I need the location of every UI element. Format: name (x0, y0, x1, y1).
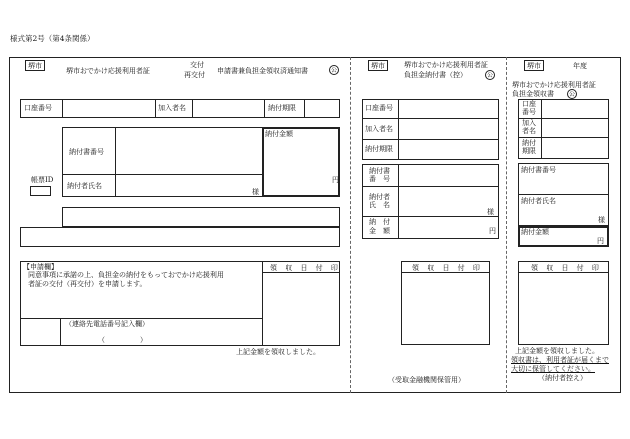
left-ledger-box (30, 186, 51, 196)
left-received-text: 上記金額を領収しました。 (236, 348, 320, 356)
middle-honorific: 様 (487, 208, 494, 216)
left-phone-label: （連絡先電話番号記入欄） (65, 320, 149, 328)
middle-city-tag: 堺市 (368, 60, 388, 71)
left-application-text-2: 者証の交付（再交付）を申請します。 (28, 280, 147, 288)
right-honorific: 様 (598, 216, 605, 224)
left-payer-label: 納付者氏名 (67, 182, 102, 190)
left-blank-row-1 (62, 207, 340, 227)
middle-title-1: 堺市おでかけ応援利用者証 (404, 61, 488, 69)
right-receipt-stamp-label: 領 収 日 付 印 (531, 264, 602, 272)
middle-deadline-label: 納付期限 (365, 145, 393, 153)
right-city-tag: 堺市 (524, 60, 544, 71)
right-payer-label: 納付者氏名 (521, 197, 556, 205)
left-saikofu: 再交付 (184, 71, 205, 79)
right-member-label-2: 者名 (522, 127, 536, 135)
left-account-label: 口座番号 (24, 104, 52, 112)
left-title: 申請書兼負担金領収済通知書 (217, 67, 308, 75)
left-receipt-stamp-label: 領 収 日 付 印 (270, 264, 341, 272)
left-amount-label: 納付金額 (265, 130, 293, 138)
right-deadline-label-2: 期限 (522, 147, 536, 155)
left-yen: 円 (332, 176, 339, 184)
middle-seal: 公 (486, 72, 493, 79)
perforation-2 (506, 57, 507, 393)
left-member-label: 加入者名 (158, 104, 186, 112)
middle-title-2: 負担金納付書（控） (404, 71, 467, 79)
left-blank-row-2 (20, 227, 340, 247)
form-number: 様式第2号（第4条関係） (10, 34, 95, 43)
left-payment-book-label: 納付書番号 (69, 148, 104, 156)
left-kofu: 交付 (190, 61, 204, 69)
left-deadline-label: 納付期限 (268, 104, 296, 112)
right-received-2: 領収書は、利用者証が届くまで (511, 356, 609, 364)
right-footer: （納付者控え） (538, 374, 587, 382)
left-seal: 公 (330, 67, 337, 74)
middle-payment-book-label-2: 番 号 (369, 175, 390, 183)
middle-receipt-stamp-box (401, 261, 490, 345)
left-application-title: 【申請欄】 (23, 263, 58, 271)
left-subtitle: 堺市おでかけ応援利用者証 (66, 67, 150, 75)
right-yen: 円 (597, 237, 604, 245)
right-title-1: 堺市おでかけ応援利用者証 (512, 81, 596, 89)
right-received-3: 大切に保管してください。 (511, 365, 595, 373)
right-deadline-label-1: 納付 (522, 139, 536, 147)
middle-account-label: 口座番号 (365, 104, 393, 112)
middle-footer: （受取金融機関保管用） (388, 376, 465, 384)
right-account-label-2: 番号 (522, 108, 536, 116)
perforation-1 (350, 57, 351, 393)
middle-yen: 円 (489, 227, 496, 235)
right-account-label-1: 口座 (522, 100, 536, 108)
middle-payer-label-2: 氏 名 (369, 201, 390, 209)
right-payment-book-label: 納付書番号 (521, 166, 556, 174)
middle-amount-label-2: 金 額 (369, 227, 390, 235)
left-ledger-label: 帳票ID (31, 176, 54, 184)
left-application-text-1: 同意事項に承諾の上、負担金の納付をもっておでかけ応援利用 (28, 271, 224, 279)
right-member-label-1: 加入 (522, 119, 536, 127)
middle-amount-label-1: 納 付 (369, 218, 390, 226)
left-honorific: 様 (252, 188, 259, 196)
left-phone-paren: （ ） (98, 336, 147, 344)
middle-payment-book-label-1: 納付書 (369, 167, 390, 175)
right-amount-label: 納付金額 (521, 228, 549, 236)
right-title-2: 負担金領収書 (512, 90, 554, 98)
right-year: 年度 (573, 62, 587, 70)
middle-member-label: 加入者名 (365, 125, 393, 133)
left-city-tag: 堺市 (25, 60, 45, 71)
middle-payer-label-1: 納付者 (369, 193, 390, 201)
right-received-1: 上記金額を領収しました。 (515, 347, 599, 355)
right-seal: 公 (568, 91, 575, 98)
middle-receipt-stamp-label: 領 収 日 付 印 (412, 264, 483, 272)
right-receipt-stamp-box (518, 261, 609, 345)
